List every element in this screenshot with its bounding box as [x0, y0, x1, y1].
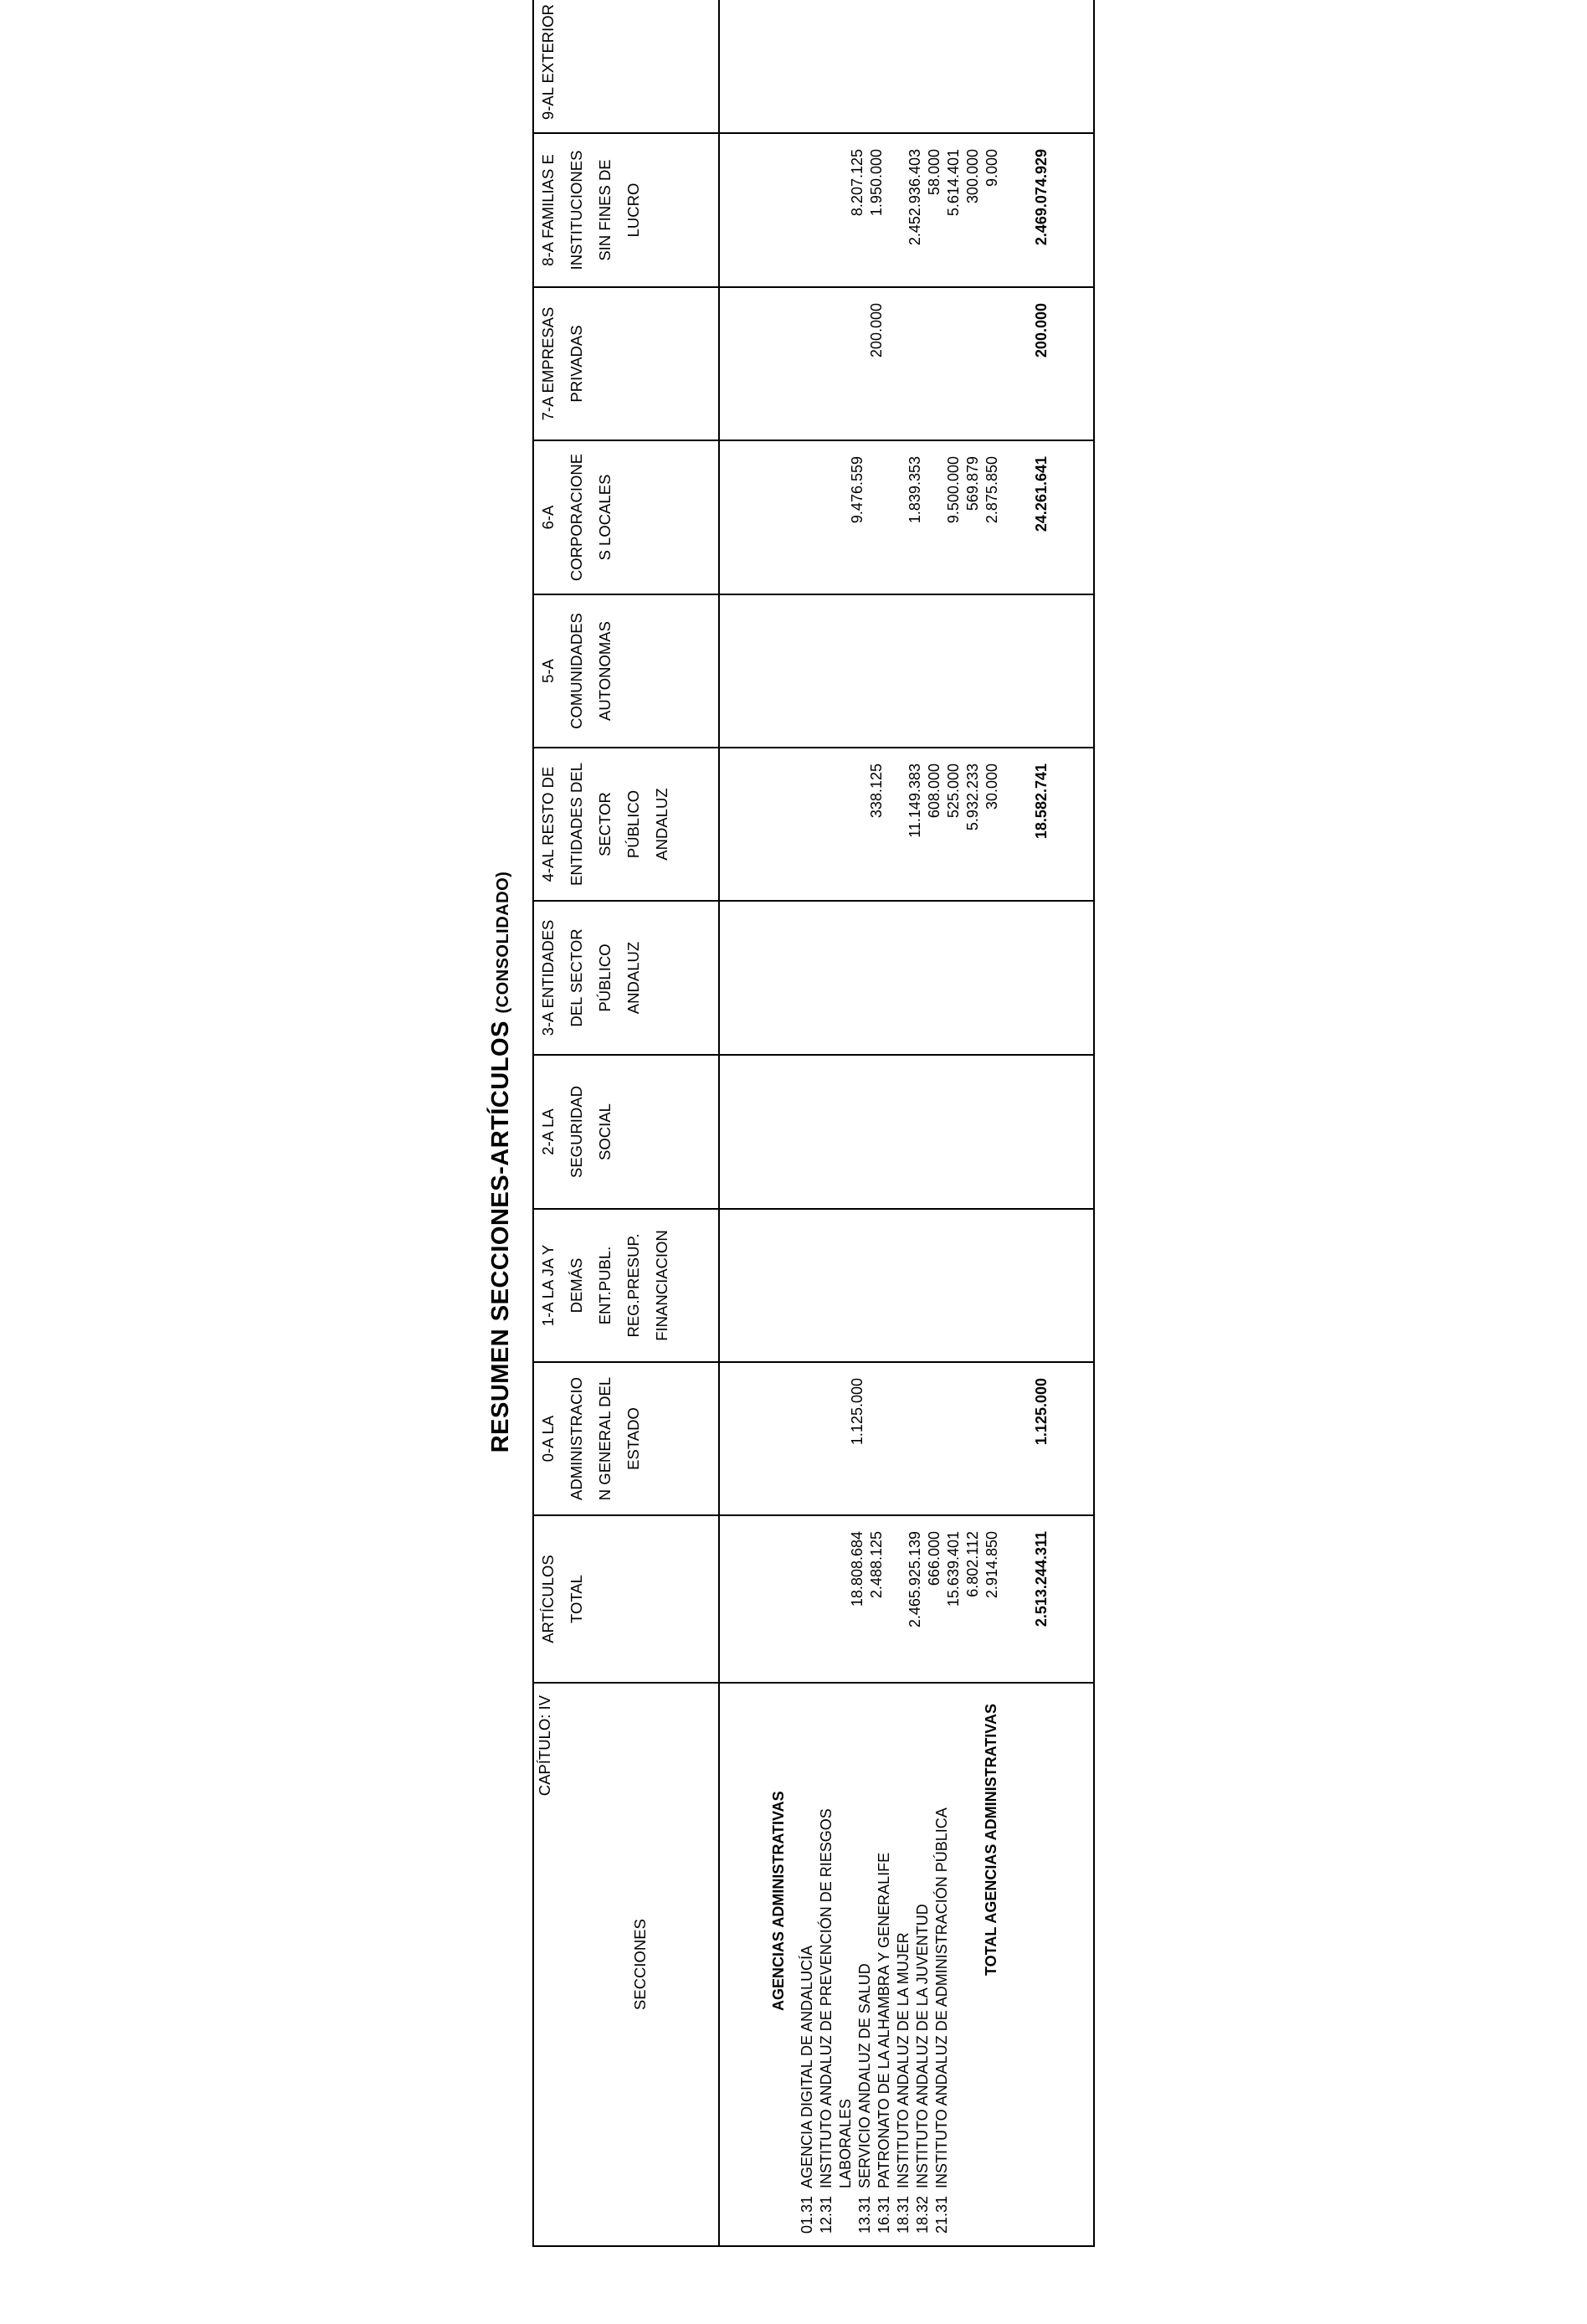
group-title: AGENCIAS ADMINISTRATIVAS	[770, 1791, 787, 2011]
header-row	[533, 0, 719, 2246]
header-line: 3-A ENTIDADES	[539, 919, 557, 1036]
header-line: 7-A EMPRESAS	[539, 306, 557, 421]
title-text: RESUMEN SECCIONES-ARTÍCULOS	[487, 1021, 514, 1453]
capitulo-label: CAPÍTULO: IV	[536, 1695, 553, 1797]
section-code: 13.31	[856, 2195, 873, 2234]
cell-value: 300.000	[964, 149, 981, 204]
section-code: 18.31	[895, 2195, 912, 2234]
header-line: TOTAL	[568, 1575, 585, 1623]
cell-value	[925, 288, 944, 440]
header-line: INSTITUCIONES	[568, 150, 585, 270]
col-art7	[719, 287, 1094, 440]
header-line: ADMINISTRACIO	[568, 1377, 585, 1500]
header-line: FINANCIACION	[653, 1230, 670, 1341]
header-art4	[533, 748, 719, 901]
cell-value: 15.639.401	[945, 1531, 962, 1607]
section-name: PATRONATO DE LA ALHAMBRA Y GENERALIFE	[876, 1852, 892, 2188]
section-name: INSTITUTO ANDALUZ DE LA JUVENTUD	[914, 1904, 931, 2188]
cell-value: 9.500.000	[945, 456, 962, 524]
cell-value: 1.950.000	[868, 149, 885, 217]
header-line: 4-AL RESTO DE	[539, 766, 557, 882]
summary-table	[532, 0, 1095, 2247]
cell-value: 2.914.850	[984, 1531, 1000, 1599]
section-name: AGENCIA DIGITAL DE ANDALUCÍA	[799, 1945, 815, 2188]
col-art5	[719, 594, 1094, 748]
cell-value: 200.000	[868, 303, 885, 358]
cell-value	[944, 288, 963, 440]
header-line: REG.PRESUP.	[624, 1233, 642, 1338]
header-line: ENTIDADES DEL	[568, 763, 585, 887]
header-line: PÚBLICO	[596, 943, 614, 1012]
cell-value: 525.000	[945, 764, 962, 819]
cell-value	[944, 1363, 963, 1514]
cell-value	[867, 441, 906, 594]
header-line: SOCIAL	[596, 1103, 614, 1160]
header-line: 6-A	[539, 505, 557, 530]
header-line: DEL SECTOR	[568, 928, 585, 1027]
cell-value: 569.879	[964, 456, 981, 512]
table-row	[875, 1684, 894, 2245]
table-row	[817, 1684, 855, 2245]
cell-value: 2.452.936.403	[906, 149, 923, 246]
cell-value: 338.125	[868, 764, 885, 819]
cell-value	[848, 288, 867, 440]
header-line: N GENERAL DEL	[596, 1376, 614, 1501]
header-line: S LOCALES	[596, 474, 614, 561]
total-value: 200.000	[1033, 303, 1050, 358]
cell-value: 9.000	[984, 149, 1000, 188]
sections-cell	[719, 1683, 1094, 2246]
col-art1	[719, 1209, 1094, 1362]
cell-value: 1.839.353	[906, 456, 923, 524]
header-line: ANDALUZ	[653, 788, 670, 861]
header-secciones	[533, 1683, 719, 2246]
cell-value: 6.802.112	[964, 1531, 981, 1597]
subtitle-text: (CONSOLIDADO)	[494, 871, 512, 1014]
header-art0	[533, 1362, 719, 1515]
section-code: 18.32	[914, 2195, 931, 2234]
table-row	[798, 1684, 817, 2245]
col-art8	[719, 133, 1094, 287]
header-line: PÚBLICO	[624, 789, 642, 859]
cell-value: 5.614.401	[945, 149, 962, 217]
header-articulos-total	[533, 1515, 719, 1683]
header-line: DEMÁS	[568, 1257, 585, 1314]
header-line: 0-A LA	[539, 1415, 557, 1463]
header-line: 5-A	[539, 659, 557, 683]
cell-value: 666.000	[926, 1531, 942, 1586]
section-code: 21.31	[933, 2195, 950, 2234]
header-line: ENT.PUBL.	[596, 1246, 614, 1325]
total-value: 24.261.641	[1033, 456, 1050, 532]
header-line: SIN FINES DE	[596, 159, 614, 261]
header-line: CORPORACIONE	[568, 453, 585, 582]
table-row	[855, 1684, 875, 2245]
section-name: INSTITUTO ANDALUZ DE ADMINISTRACIÓN PÚBLICA	[933, 1807, 950, 2188]
header-art1	[533, 1209, 719, 1362]
cell-value: 11.149.383	[906, 764, 923, 838]
cell-value: 2.875.850	[984, 456, 1000, 524]
col-art9	[719, 0, 1094, 133]
header-line: COMUNIDADES	[568, 613, 585, 729]
page-title	[487, 0, 515, 2324]
cell-value: 2.465.925.139	[906, 1531, 923, 1628]
cell-value	[906, 288, 925, 440]
cell-value: 5.932.233	[964, 764, 981, 831]
cell-value	[906, 1363, 925, 1514]
cell-value: 1.125.000	[849, 1378, 865, 1446]
cell-value: 608.000	[926, 764, 942, 819]
header-line: SECTOR	[596, 792, 614, 856]
table-row	[913, 1684, 932, 2245]
header-line: SEGURIDAD	[568, 1086, 585, 1178]
cell-value	[983, 288, 1021, 440]
cell-value	[867, 1363, 906, 1514]
section-code: 12.31	[818, 2195, 835, 2234]
cell-value: 2.488.125	[868, 1531, 885, 1599]
section-list	[798, 1684, 971, 2245]
header-art3	[533, 901, 719, 1055]
cell-value: 30.000	[984, 764, 1000, 810]
col-total	[719, 1515, 1094, 1683]
header-art2	[533, 1055, 719, 1209]
cell-value: 58.000	[926, 149, 942, 196]
header-art8	[533, 133, 719, 287]
body-row	[719, 0, 1094, 2246]
header-line: 8-A FAMILIAS E	[539, 154, 557, 266]
header-line: ESTADO	[624, 1407, 642, 1470]
total-value: 2.469.074.929	[1033, 149, 1050, 246]
header-line: PRIVADAS	[568, 325, 585, 403]
col-art3	[719, 901, 1094, 1055]
total-value: 18.582.741	[1033, 764, 1050, 840]
section-name: SERVICIO ANDALUZ DE SALUD	[856, 1963, 873, 2188]
total-value: 2.513.244.311	[1033, 1531, 1050, 1627]
cell-value	[963, 288, 983, 440]
section-name: INSTITUTO ANDALUZ DE PREVENCIÓN DE RIESGOS LABORALES	[818, 1808, 854, 2188]
cell-value	[848, 748, 867, 900]
header-line: ANDALUZ	[624, 941, 642, 1015]
header-art6	[533, 440, 719, 594]
table-row	[894, 1684, 913, 2245]
col-art4	[719, 748, 1094, 901]
cell-value	[925, 441, 944, 594]
col-art0	[719, 1362, 1094, 1515]
cell-value	[963, 1363, 983, 1514]
header-art9	[533, 0, 719, 133]
header-line: ARTÍCULOS	[539, 1555, 557, 1643]
cell-value	[983, 1363, 1021, 1514]
header-line: LUCRO	[624, 183, 642, 238]
header-line: 2-A LA	[539, 1108, 557, 1155]
col-art6	[719, 440, 1094, 594]
header-art7	[533, 287, 719, 440]
header-line: 9-AL EXTERIOR	[539, 3, 557, 121]
header-line: 1-A LA JA Y	[539, 1244, 557, 1327]
cell-value: 8.207.125	[849, 149, 865, 217]
cell-value	[925, 1363, 944, 1514]
cell-value: 9.476.559	[849, 456, 865, 524]
section-code: 16.31	[876, 2195, 892, 2234]
cell-value: 18.808.684	[849, 1531, 865, 1607]
section-code: 01.31	[799, 2195, 815, 2234]
total-value: 1.125.000	[1033, 1378, 1050, 1446]
secciones-label: SECCIONES	[631, 1919, 649, 2010]
header-art5	[533, 594, 719, 748]
table-row	[932, 1684, 971, 2245]
header-line: AUTONOMAS	[596, 621, 614, 721]
section-name: INSTITUTO ANDALUZ DE LA MUJER	[895, 1932, 912, 2188]
col-art2	[719, 1055, 1094, 1209]
total-label: TOTAL AGENCIAS ADMINISTRATIVAS	[983, 1704, 999, 1977]
